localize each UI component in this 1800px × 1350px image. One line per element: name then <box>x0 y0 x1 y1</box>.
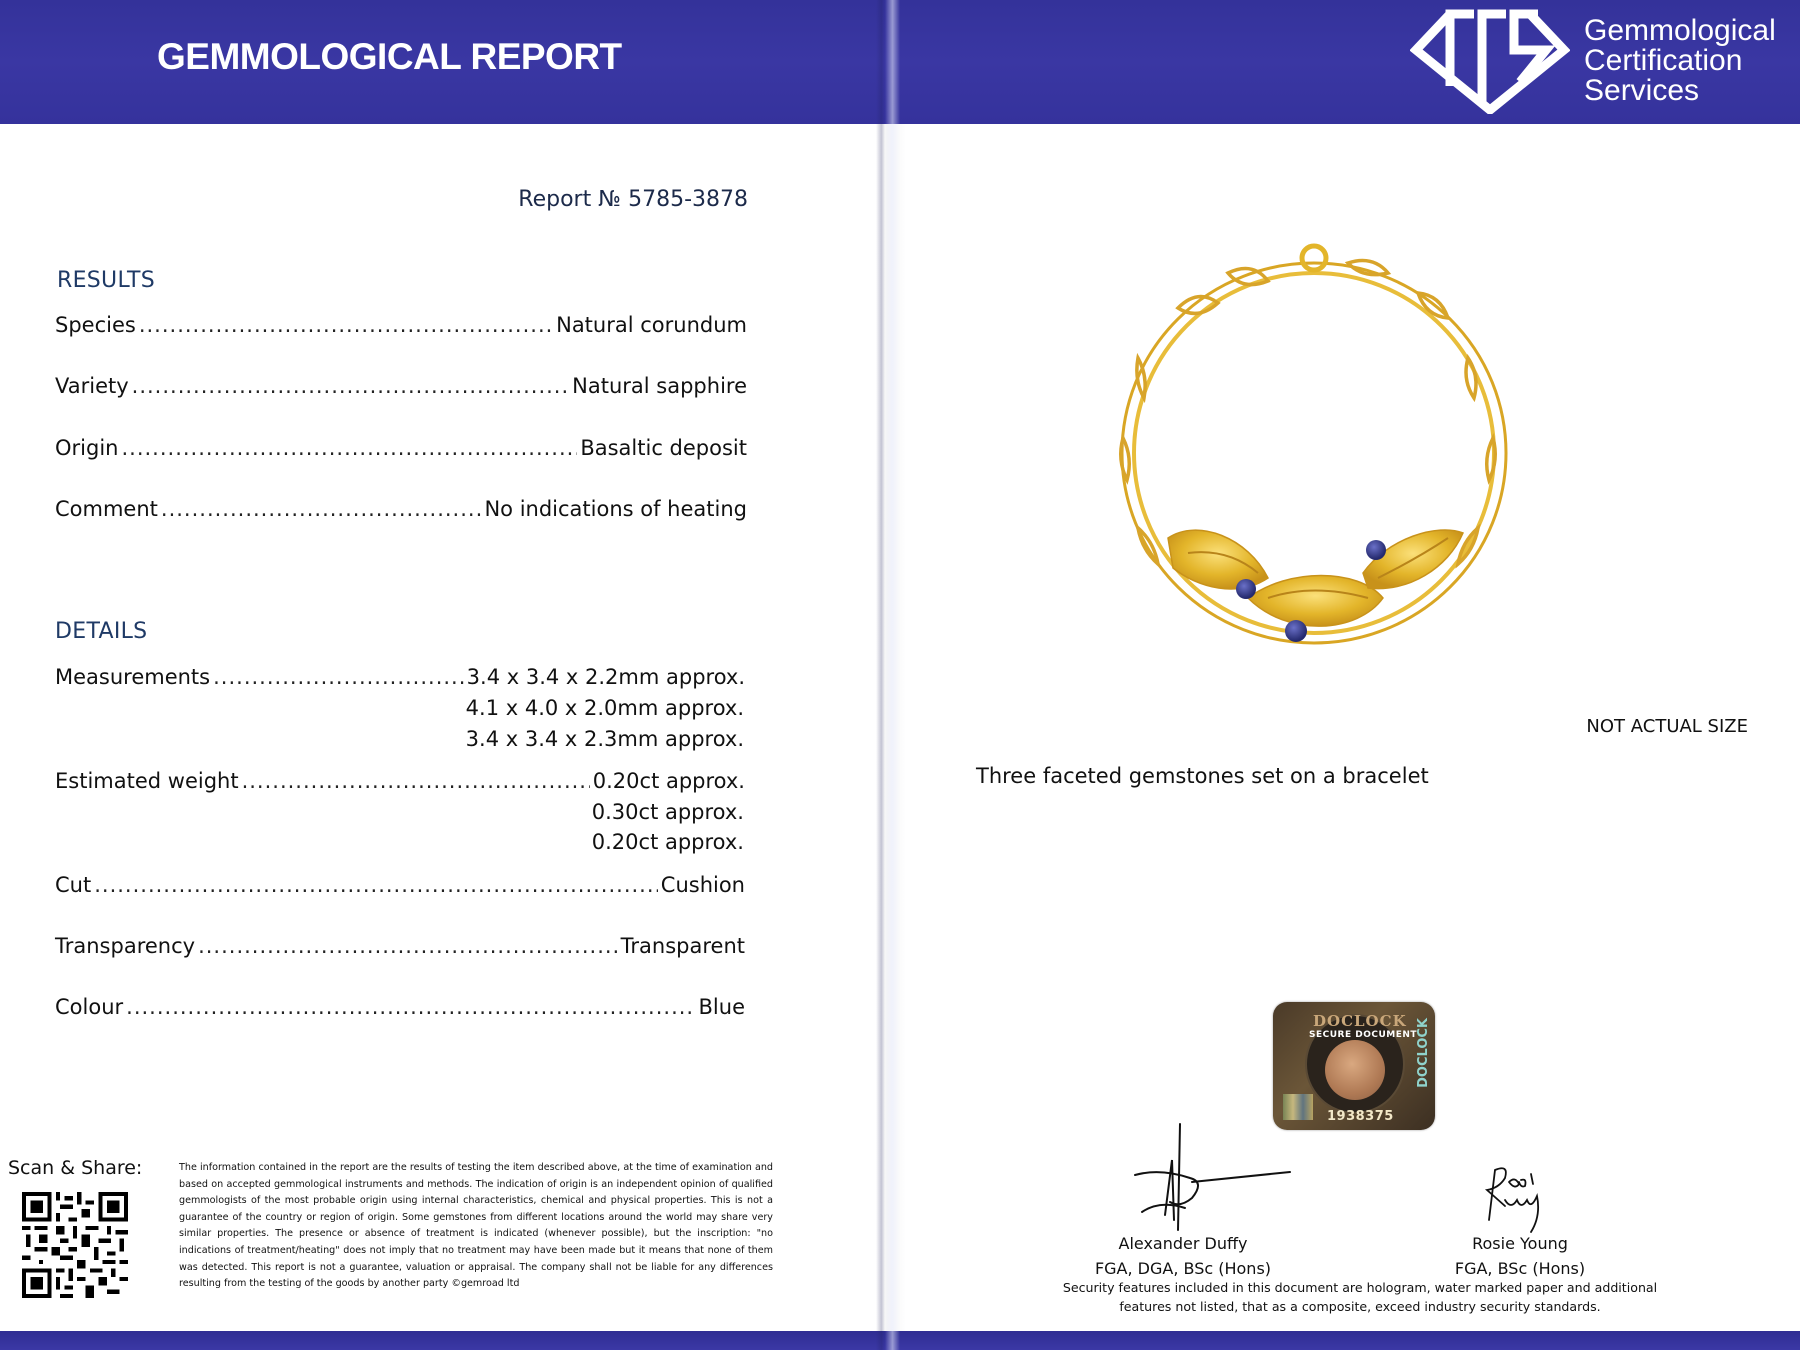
field-value: 3.4 x 3.4 x 2.2mm approx. <box>466 665 745 689</box>
legal-disclaimer: The information contained in the report are the results of testing the item described above, at the time of examination and based on accepted gemmological instruments and methods. The indication of origin is an independent opinion of qualified gemmologists of the most probable origin using internal characteristics, chemical and physical properties. This is not a guarantee of the country or region of origin. Some gemstones from different locations around the world may share very similar properties. The presence or absence of treatment is indicated (whenever possible), but the inscription: "no indications of treatment/heating" does not imply that no treatment may have been made but it means that none of them was detected. This report is not a guarantee, valuation or appraisal. The company shall not be liable for any differences resulting from the testing of the goods by another party ©gemroad ltd <box>179 1162 773 1290</box>
field-value-extra: 0.20ct approx. <box>591 830 744 854</box>
field-measurements <box>55 665 745 689</box>
hologram-label: SECURE DOCUMENT <box>1309 1030 1418 1040</box>
company-name-line: Services <box>1584 74 1700 107</box>
field-value: Transparent <box>620 934 745 958</box>
field-label: Transparency <box>55 934 196 958</box>
signature-alexander-duffy-icon <box>1130 1120 1300 1240</box>
bracelet-image <box>1098 238 1530 694</box>
security-features-note: Security features included in this document are hologram, water marked paper and additional features not listed, that as a composite, exceed industry security standards. <box>1062 1280 1658 1314</box>
item-description: Three faceted gemstones set on a bracelet <box>976 764 1429 788</box>
field-value: No indications of heating <box>484 497 747 521</box>
field-value: Natural corundum <box>556 313 747 337</box>
signature-rosie-young-icon <box>1475 1160 1555 1240</box>
field-value: Natural sapphire <box>572 374 747 398</box>
not-actual-size-note: NOT ACTUAL SIZE <box>1586 716 1748 737</box>
company-name-line: Gemmological <box>1584 14 1776 47</box>
field-label: Colour <box>55 995 124 1019</box>
dot-leader <box>126 995 695 1019</box>
field-variety <box>55 374 747 398</box>
hologram-serial: 1938375 <box>1327 1109 1394 1124</box>
field-value: Blue <box>698 995 745 1019</box>
hologram-foil <box>1283 1094 1313 1120</box>
hologram-side-brand: DOCLOCK <box>1416 1018 1431 1088</box>
qr-code-icon[interactable] <box>22 1192 128 1298</box>
field-value: 0.20ct approx. <box>592 769 745 793</box>
company-name <box>1584 16 1776 106</box>
signer-name: Alexander Duffy <box>1118 1234 1248 1253</box>
signer-credentials: FGA, BSc (Hons) <box>1454 1259 1586 1278</box>
field-label: Estimated weight <box>55 769 239 793</box>
sapphire-stone <box>1366 540 1386 560</box>
doclock-hologram <box>1273 1002 1435 1130</box>
field-value-extra: 0.30ct approx. <box>591 800 744 824</box>
field-value: Cushion <box>660 873 745 897</box>
field-label: Comment <box>55 497 158 521</box>
hologram-seal-icon <box>1325 1040 1385 1100</box>
field-label: Variety <box>55 374 129 398</box>
company-name-line: Certification <box>1584 44 1743 77</box>
footer-banner <box>0 1331 1800 1350</box>
dot-leader <box>213 665 464 689</box>
scan-share-label: Scan & Share: <box>8 1157 143 1179</box>
signer-credentials: FGA, DGA, BSc (Hons) <box>1094 1259 1272 1278</box>
field-label: Cut <box>55 873 92 897</box>
field-cut <box>55 873 745 897</box>
field-origin <box>55 436 747 460</box>
field-label: Species <box>55 313 136 337</box>
signer-name: Rosie Young <box>1472 1234 1568 1253</box>
field-estimated-weight <box>55 769 745 793</box>
field-comment <box>55 497 747 521</box>
field-label: Origin <box>55 436 119 460</box>
dot-leader <box>132 374 570 398</box>
dot-leader <box>198 934 618 958</box>
sapphire-stone <box>1236 579 1256 599</box>
field-value-extra: 4.1 x 4.0 x 2.0mm approx. <box>465 696 744 720</box>
dot-leader <box>242 769 590 793</box>
sapphire-stone <box>1285 620 1307 642</box>
page-fold-shadow <box>876 124 906 1331</box>
field-transparency <box>55 934 745 958</box>
dot-leader <box>161 497 482 521</box>
dot-leader <box>94 873 658 897</box>
report-number: Report № 5785-3878 <box>518 187 748 212</box>
field-colour <box>55 995 745 1019</box>
field-value-extra: 3.4 x 3.4 x 2.3mm approx. <box>465 727 744 751</box>
report-title: GEMMOLOGICAL REPORT <box>157 36 622 77</box>
gcs-diamond-logo-icon <box>1410 6 1570 114</box>
field-label: Measurements <box>55 665 211 689</box>
details-heading: DETAILS <box>55 619 148 644</box>
results-heading: RESULTS <box>57 268 155 293</box>
dot-leader <box>121 436 577 460</box>
hologram-brand: DOCLOCK <box>1313 1012 1407 1030</box>
field-value: Basaltic deposit <box>580 436 747 460</box>
dot-leader <box>139 313 553 337</box>
field-species <box>55 313 747 337</box>
